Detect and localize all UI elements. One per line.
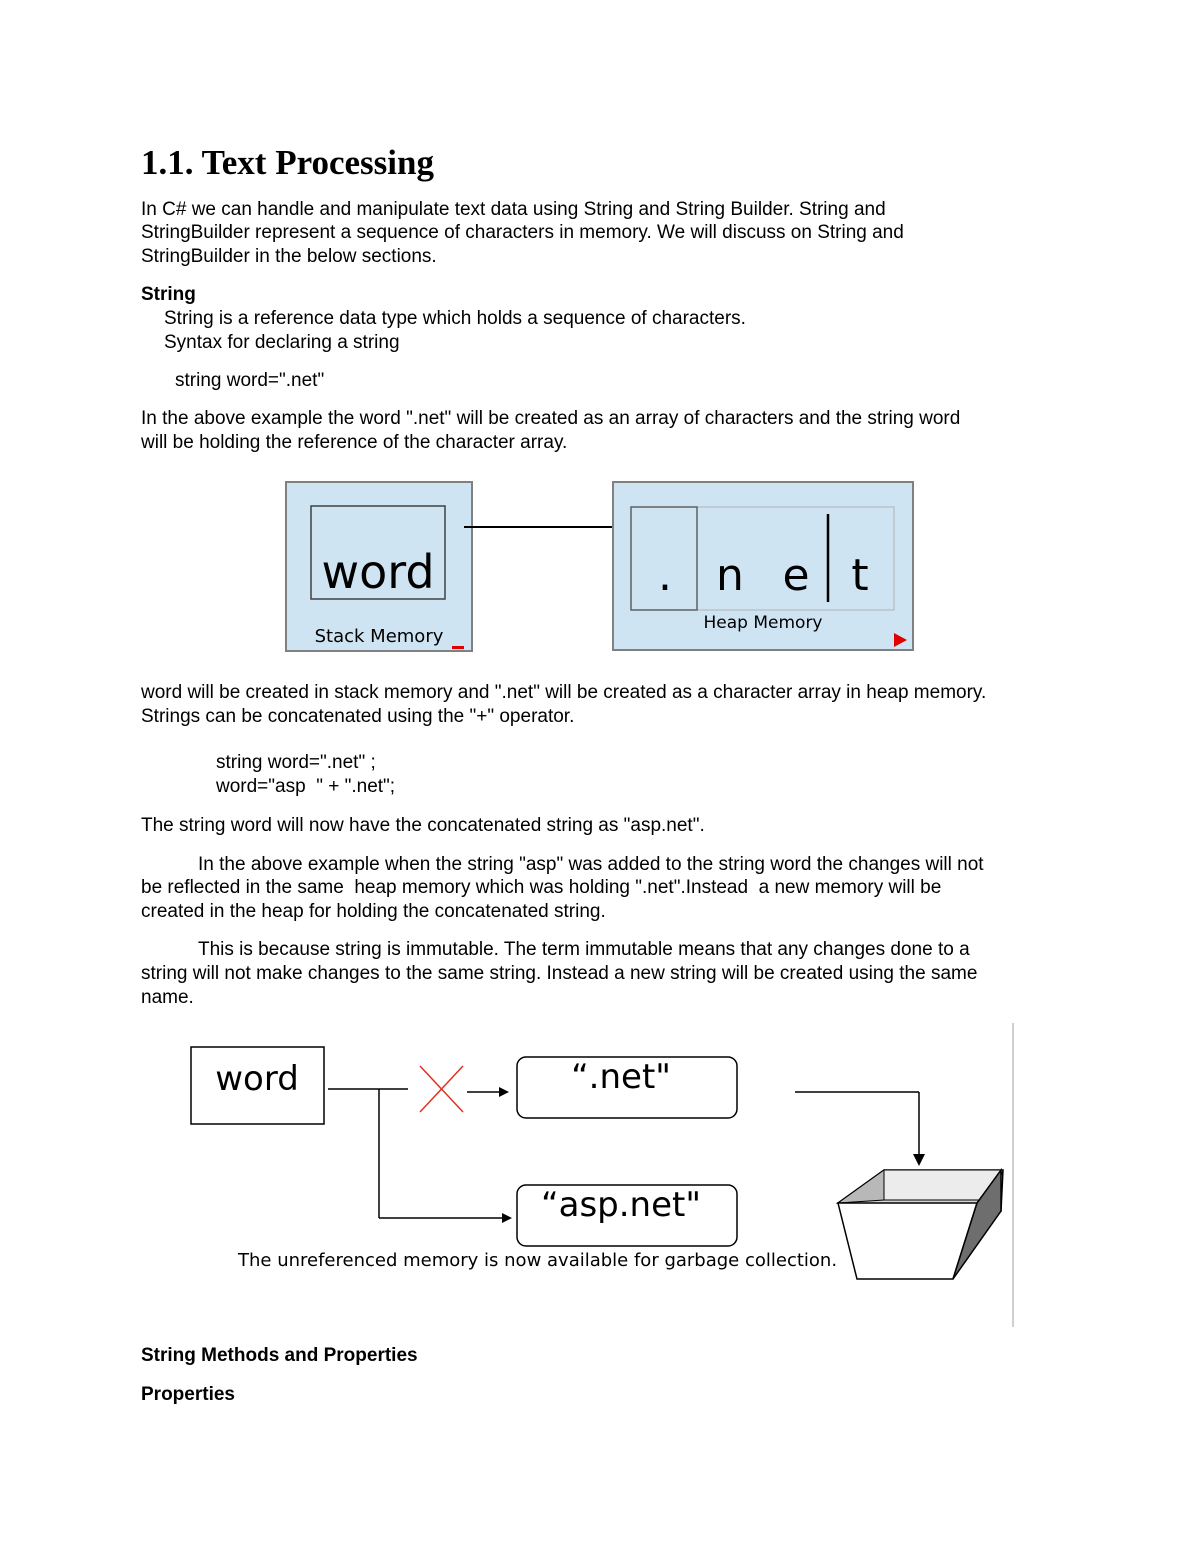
intro-line-2: StringBuilder represent a sequence of characters in memory. We will discuss on String and (141, 222, 904, 243)
methods-heading: String Methods and Properties (141, 1345, 418, 1366)
code2-line-2: word="asp " + ".net"; (216, 776, 396, 797)
stack-heap-diagram (280, 476, 920, 658)
stack-word-text: word (321, 545, 435, 599)
new-value-text: “asp.net" (541, 1185, 701, 1225)
para1-line-3: created in the heap for holding the concatenated string. (141, 901, 606, 922)
old-value-text: “.net" (571, 1057, 671, 1097)
heap-char-1: n (716, 550, 744, 601)
para2-line-2: string will not make changes to the same string. Instead a new string will be created using the same (141, 963, 978, 984)
gc-caption: The unreferenced memory is now available for garbage collection. (238, 1250, 838, 1271)
after-diagram-line-2: Strings can be concatenated using the "+" operator. (141, 706, 575, 727)
code2-line-1: string word=".net" ; (216, 752, 376, 773)
after-diagram-line-1: word will be created in stack memory and ".net" will be created as a character array in heap memory. (141, 682, 987, 703)
para2-line-3: name. (141, 987, 194, 1008)
stack-marker (452, 646, 464, 649)
gc-arrowhead (913, 1154, 925, 1166)
word-box-text: word (215, 1059, 299, 1099)
heap-char-2: e (782, 550, 810, 601)
heap-char-0: . (658, 550, 672, 601)
para1-line-1: In the above example when the string "asp" was added to the string word the changes will not (198, 854, 984, 875)
code-declaration: string word=".net" (175, 370, 325, 391)
para1-line-2: be reflected in the same heap memory which was holding ".net".Instead a new memory will be (141, 877, 942, 898)
string-desc-2: Syntax for declaring a string (164, 332, 400, 353)
heap-char-3: t (851, 550, 869, 601)
explain-line-1: In the above example the word ".net" will be created as an array of characters and the string word (141, 408, 961, 429)
stack-memory-label: Stack Memory (314, 626, 444, 647)
intro-line-1: In C# we can handle and manipulate text data using String and String Builder. String and (141, 199, 886, 220)
old-reference-arrowhead (499, 1087, 509, 1097)
page-title: 1.1. Text Processing (141, 143, 434, 182)
result-line: The string word will now have the concatenated string as "asp.net". (141, 815, 705, 836)
string-desc-1: String is a reference data type which holds a sequence of characters. (164, 308, 746, 329)
string-heading: String (141, 284, 196, 305)
properties-heading: Properties (141, 1384, 235, 1405)
explain-line-2: will be holding the reference of the character array. (141, 432, 568, 453)
garbage-bin-icon (838, 1170, 1003, 1279)
para2-line-1: This is because string is immutable. The term immutable means that any changes done to a (198, 939, 970, 960)
heap-memory-label: Heap Memory (703, 613, 823, 633)
intro-line-3: StringBuilder in the below sections. (141, 246, 437, 267)
immutable-string-diagram (180, 1020, 1020, 1330)
new-reference-arrowhead (502, 1213, 512, 1223)
